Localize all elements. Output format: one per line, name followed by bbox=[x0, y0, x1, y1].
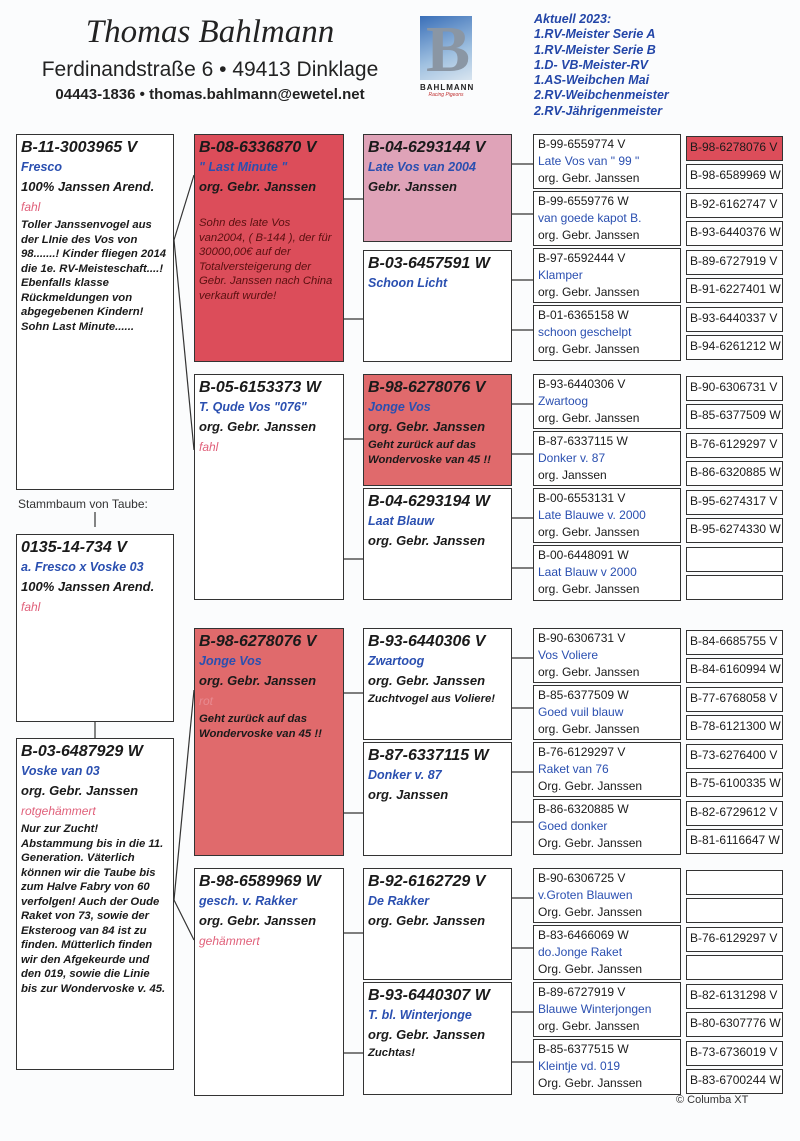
gen5-box[interactable] bbox=[686, 898, 783, 923]
connector-line bbox=[174, 900, 194, 940]
pigeon-name: Jonge Vos bbox=[368, 400, 431, 414]
gen4-box[interactable] bbox=[533, 545, 681, 601]
breeder-contact: 04443-1836 • thomas.bahlmann@ewetel.net bbox=[55, 86, 365, 103]
bloodline: Org. Gebr. Janssen bbox=[538, 836, 643, 850]
gen5-box[interactable]: B-82-6131298 V bbox=[686, 984, 783, 1009]
pigeon-name: Goed donker bbox=[538, 819, 608, 833]
pigeon-notes: Geht zurück auf das Wondervoske van 45 !! bbox=[199, 713, 322, 740]
bloodline: org. Gebr. Janssen bbox=[368, 673, 486, 688]
gen5-box[interactable] bbox=[686, 955, 783, 980]
gen5-box[interactable]: B-89-6727919 V bbox=[686, 250, 783, 275]
pigeon-name: Raket van 76 bbox=[538, 762, 609, 776]
pigeon-name: Klamper bbox=[538, 268, 583, 282]
ring-number: B-99-6559776 W bbox=[538, 194, 629, 208]
breeder-name: Thomas Bahlmann bbox=[85, 14, 335, 50]
plumage-color: fahl bbox=[21, 600, 41, 614]
bloodline: org. Gebr. Janssen bbox=[538, 342, 640, 356]
gen5-box[interactable]: B-73-6736019 V bbox=[686, 1041, 783, 1066]
ring-number: B-00-6553131 V bbox=[538, 491, 626, 505]
gen4-box[interactable] bbox=[533, 799, 681, 855]
bloodline: org. Janssen bbox=[368, 787, 449, 802]
gen5-box[interactable]: B-92-6162747 V bbox=[686, 193, 783, 218]
bloodline: Org. Gebr. Janssen bbox=[538, 779, 643, 793]
ring-number: B-01-6365158 W bbox=[538, 308, 629, 322]
gen4-box[interactable] bbox=[533, 685, 681, 740]
ring-number: B-93-6440307 W bbox=[368, 987, 490, 1004]
pigeon-name: T. Qude Vos "076" bbox=[199, 400, 307, 414]
bloodline: org. Gebr. Janssen bbox=[199, 419, 317, 434]
achievement-item: 1.RV-Meister Serie B bbox=[534, 42, 656, 57]
gen5-box[interactable]: B-73-6276400 V bbox=[686, 744, 783, 769]
pigeon-name: Late Vos van 2004 bbox=[368, 160, 476, 174]
pedigree-label: Stammbaum von Taube: bbox=[18, 497, 148, 511]
bloodline: org. Gebr. Janssen bbox=[538, 722, 640, 736]
pigeon-notes: Toller Janssenvogel aus der LInie des Vos von 98.......! Kinder fliegen 2014 die 1e. RV-Meisteschaft....! Ebenfalls klasse Rückmeldungen von abgegebenen Kindern! Sohn Last Minute...... bbox=[21, 219, 167, 333]
achievement-item: 1.D- VB-Meister-RV bbox=[534, 57, 648, 72]
gen4-box[interactable] bbox=[533, 431, 681, 486]
bloodline: org. Gebr. Janssen bbox=[368, 419, 486, 434]
gen4-box[interactable] bbox=[533, 925, 681, 980]
pigeon-name: Kleintje vd. 019 bbox=[538, 1059, 621, 1073]
bloodline: 100% Janssen Arend. bbox=[21, 579, 155, 594]
gen5-box[interactable]: B-95-6274330 W bbox=[686, 518, 783, 543]
pigeon-name: v.Groten Blauwen bbox=[538, 888, 633, 902]
bloodline: Org. Gebr. Janssen bbox=[538, 1076, 643, 1090]
ring-number: B-97-6592444 V bbox=[538, 251, 626, 265]
ring-number: B-98-6278076 V bbox=[199, 633, 317, 650]
bloodline: 100% Janssen Arend. bbox=[21, 179, 155, 194]
gen5-box[interactable]: B-81-6116647 W bbox=[686, 829, 783, 854]
grandparent-box[interactable] bbox=[194, 374, 344, 600]
ring-number: B-76-6129297 V bbox=[538, 745, 626, 759]
gen4-box[interactable] bbox=[533, 374, 681, 429]
grandparent-box[interactable] bbox=[194, 628, 344, 856]
pigeon-notes: Zuchtas! bbox=[368, 1047, 416, 1059]
achievement-item: 2.RV-Weibchenmeister bbox=[534, 88, 669, 103]
gen5-box[interactable]: B-80-6307776 W bbox=[686, 1012, 783, 1037]
gen5-box[interactable]: B-93-6440376 W bbox=[686, 221, 783, 246]
pigeon-notes: Nur zur Zucht! Abstammung bis in die 11. Generation. Väterlich können wir die Taube bis zum Halve Fabry von 60 verfolgen! Auch der Oude Raket von 73, sowie der Eksteroog van 84 ist zu finden. Mütterlich finden wir den Afgekeurde und den 019, sowie die Linie bis zur Wondervoske v. 45. bbox=[21, 823, 166, 995]
connector-line bbox=[174, 175, 194, 240]
ring-number: B-87-6337115 W bbox=[368, 747, 489, 764]
gen4-box[interactable] bbox=[533, 191, 681, 246]
bloodline: org. Gebr. Janssen bbox=[538, 582, 640, 596]
dam-box[interactable] bbox=[16, 738, 174, 1070]
pigeon-name: De Rakker bbox=[368, 894, 430, 908]
gen5-box[interactable]: B-86-6320885 W bbox=[686, 461, 783, 486]
ring-number: B-90-6306731 V bbox=[538, 631, 626, 645]
pigeon-notes: Sohn des late Vos van2004, ( B-144 ), der für 30000,00€ auf der Totalversteigerung der Gebr. Janssen nach China verkauft wurde! bbox=[199, 217, 333, 302]
logo-image: B bbox=[420, 16, 472, 80]
pigeon-name: Laat Blauw v 2000 bbox=[538, 565, 637, 579]
pigeon-name: Zwartoog bbox=[538, 394, 589, 408]
pigeon-name: do.Jonge Raket bbox=[538, 945, 623, 959]
gen5-box[interactable] bbox=[686, 547, 783, 572]
gen5-box[interactable]: B-93-6440337 V bbox=[686, 307, 783, 332]
gen5-box[interactable] bbox=[686, 870, 783, 895]
gen5-box[interactable]: B-98-6589969 W bbox=[686, 164, 783, 189]
bloodline: org. Gebr. Janssen bbox=[538, 228, 640, 242]
pigeon-name: T. bl. Winterjonge bbox=[368, 1008, 472, 1022]
connector-line bbox=[174, 240, 194, 450]
sire-box[interactable] bbox=[16, 134, 174, 490]
ring-number: B-93-6440306 V bbox=[368, 633, 486, 650]
logo-brand: BAHLMANN bbox=[420, 83, 475, 92]
gen5-box[interactable]: B-78-6121300 W bbox=[686, 715, 783, 740]
pigeon-name: Donker v. 87 bbox=[538, 451, 606, 465]
pigeon-notes: Geht zurück auf das Wondervoske van 45 !! bbox=[368, 439, 491, 466]
ring-number: B-03-6457591 W bbox=[368, 255, 490, 272]
ring-number: B-05-6153373 W bbox=[199, 379, 321, 396]
achievement-item: 1.AS-Weibchen Mai bbox=[534, 73, 650, 88]
ring-number: B-85-6377515 W bbox=[538, 1042, 629, 1056]
bloodline: org. Gebr. Janssen bbox=[538, 171, 640, 185]
ring-number: B-89-6727919 V bbox=[538, 985, 626, 999]
bloodline: org. Gebr. Janssen bbox=[538, 411, 640, 425]
pigeon-name: Schoon Licht bbox=[368, 276, 448, 290]
grandparent-box[interactable] bbox=[194, 868, 344, 1096]
gen5-box[interactable]: B-76-6129297 V bbox=[686, 927, 783, 952]
ring-number: 0135-14-734 V bbox=[21, 539, 127, 556]
ring-number: B-86-6320885 W bbox=[538, 802, 629, 816]
gen4-box[interactable] bbox=[533, 982, 681, 1037]
pigeon-name: gesch. v. Rakker bbox=[199, 894, 297, 908]
plumage-color: rot bbox=[199, 694, 214, 708]
gen4-box[interactable] bbox=[533, 628, 681, 683]
ring-number: B-11-3003965 V bbox=[21, 139, 138, 156]
bloodline: org. Gebr. Janssen bbox=[538, 285, 640, 299]
copyright: © Columba XT bbox=[676, 1094, 749, 1106]
great-grandparent-box[interactable] bbox=[363, 982, 512, 1095]
gen5-box[interactable]: B-82-6729612 V bbox=[686, 801, 783, 826]
ring-number: B-92-6162729 V bbox=[368, 873, 486, 890]
plumage-color: gehämmert bbox=[199, 934, 260, 948]
bloodline: Gebr. Janssen bbox=[368, 179, 457, 194]
great-grandparent-box[interactable] bbox=[363, 374, 512, 486]
gen4-box[interactable] bbox=[533, 305, 681, 361]
bloodline: org. Gebr. Janssen bbox=[21, 783, 139, 798]
bloodline: org. Gebr. Janssen bbox=[368, 533, 486, 548]
gen5-box[interactable] bbox=[686, 575, 783, 600]
pigeon-name: Donker v. 87 bbox=[368, 768, 442, 782]
bloodline: org. Gebr. Janssen bbox=[368, 913, 486, 928]
gen5-box[interactable]: B-98-6278076 V bbox=[686, 136, 783, 161]
breeder-address: Ferdinandstraße 6 • 49413 Dinklage bbox=[41, 58, 379, 81]
bloodline: org. Gebr. Janssen bbox=[538, 525, 640, 539]
ring-number: B-04-6293144 V bbox=[368, 139, 486, 156]
gen4-box[interactable] bbox=[533, 742, 681, 797]
connector-line bbox=[174, 690, 194, 900]
bloodline: org. Janssen bbox=[538, 468, 607, 482]
ring-number: B-03-6487929 W bbox=[21, 743, 143, 760]
bloodline: org. Gebr. Janssen bbox=[368, 1027, 486, 1042]
gen5-box[interactable]: B-83-6700244 W bbox=[686, 1069, 783, 1094]
subject-box[interactable] bbox=[16, 534, 174, 722]
gen5-box[interactable]: B-77-6768058 V bbox=[686, 687, 783, 712]
bloodline: org. Gebr. Janssen bbox=[538, 1019, 640, 1033]
gen4-box[interactable] bbox=[533, 488, 681, 543]
pigeon-name: " Last Minute " bbox=[199, 160, 288, 174]
pigeon-name: Fresco bbox=[21, 160, 62, 174]
achievement-item: 2.RV-Jährigenmeister bbox=[534, 103, 663, 118]
gen5-box[interactable]: B-84-6160994 W bbox=[686, 658, 783, 683]
gen5-box[interactable]: B-84-6685755 V bbox=[686, 630, 783, 655]
gen5-box[interactable]: B-85-6377509 W bbox=[686, 404, 783, 429]
ring-number: B-00-6448091 W bbox=[538, 548, 629, 562]
ring-number: B-99-6559774 V bbox=[538, 137, 626, 151]
pigeon-name: Jonge Vos bbox=[199, 654, 262, 668]
great-grandparent-box[interactable] bbox=[363, 742, 512, 856]
gen5-box[interactable]: B-75-6100335 W bbox=[686, 772, 783, 797]
ring-number: B-98-6589969 W bbox=[199, 873, 321, 890]
gen4-box[interactable] bbox=[533, 134, 681, 189]
ring-number: B-85-6377509 W bbox=[538, 688, 629, 702]
ring-number: B-90-6306725 V bbox=[538, 871, 626, 885]
ring-number: B-93-6440306 V bbox=[538, 377, 626, 391]
gen4-box[interactable] bbox=[533, 868, 681, 923]
pigeon-name: Voske van 03 bbox=[21, 764, 100, 778]
bloodline: org. Gebr. Janssen bbox=[199, 673, 317, 688]
great-grandparent-box[interactable] bbox=[363, 250, 512, 362]
great-grandparent-box[interactable] bbox=[363, 134, 512, 242]
pigeon-name: van goede kapot B. bbox=[538, 211, 642, 225]
plumage-color: rotgehämmert bbox=[21, 804, 96, 818]
great-grandparent-box[interactable] bbox=[363, 628, 512, 740]
gen5-box[interactable]: B-76-6129297 V bbox=[686, 433, 783, 458]
bloodline: org. Gebr. Janssen bbox=[538, 665, 640, 679]
pigeon-name: schoon geschelpt bbox=[538, 325, 632, 339]
gen5-box[interactable]: B-91-6227401 W bbox=[686, 278, 783, 303]
ring-number: B-08-6336870 V bbox=[199, 139, 317, 156]
bloodline: Org. Gebr. Janssen bbox=[538, 962, 643, 976]
plumage-color: fahl bbox=[21, 200, 41, 214]
ring-number: B-04-6293194 W bbox=[368, 493, 490, 510]
pigeon-name: Late Vos van " 99 " bbox=[538, 154, 640, 168]
pigeon-name: Vos Voliere bbox=[538, 648, 599, 662]
bloodline: org. Gebr. Janssen bbox=[199, 913, 317, 928]
plumage-color: fahl bbox=[199, 440, 219, 454]
gen4-box[interactable] bbox=[533, 1039, 681, 1095]
pigeon-name: Blauwe Winterjongen bbox=[538, 1002, 652, 1016]
achievement-item: Aktuell 2023: bbox=[534, 12, 612, 26]
grandparent-box[interactable] bbox=[194, 134, 344, 362]
bloodline: Org. Gebr. Janssen bbox=[538, 905, 643, 919]
ring-number: B-98-6278076 V bbox=[368, 379, 486, 396]
pigeon-name: Late Blauwe v. 2000 bbox=[538, 508, 646, 522]
pigeon-name: a. Fresco x Voske 03 bbox=[21, 560, 144, 574]
logo-subtitle: Racing Pigeons bbox=[428, 92, 464, 98]
great-grandparent-box[interactable] bbox=[363, 868, 512, 980]
bloodline: org. Gebr. Janssen bbox=[199, 179, 317, 194]
pigeon-notes: Zuchtvogel aus Voliere! bbox=[368, 693, 496, 705]
achievement-item: 1.RV-Meister Serie A bbox=[534, 27, 656, 42]
pigeon-name: Laat Blauw bbox=[368, 514, 434, 528]
gen4-box[interactable] bbox=[533, 248, 681, 303]
ring-number: B-83-6466069 W bbox=[538, 928, 629, 942]
pigeon-name: Zwartoog bbox=[368, 654, 425, 668]
gen5-box[interactable]: B-95-6274317 V bbox=[686, 490, 783, 515]
ring-number: B-87-6337115 W bbox=[538, 434, 628, 448]
gen5-box[interactable]: B-90-6306731 V bbox=[686, 376, 783, 401]
great-grandparent-box[interactable] bbox=[363, 488, 512, 600]
gen5-box[interactable]: B-94-6261212 W bbox=[686, 335, 783, 360]
pigeon-name: Goed vuil blauw bbox=[538, 705, 624, 719]
